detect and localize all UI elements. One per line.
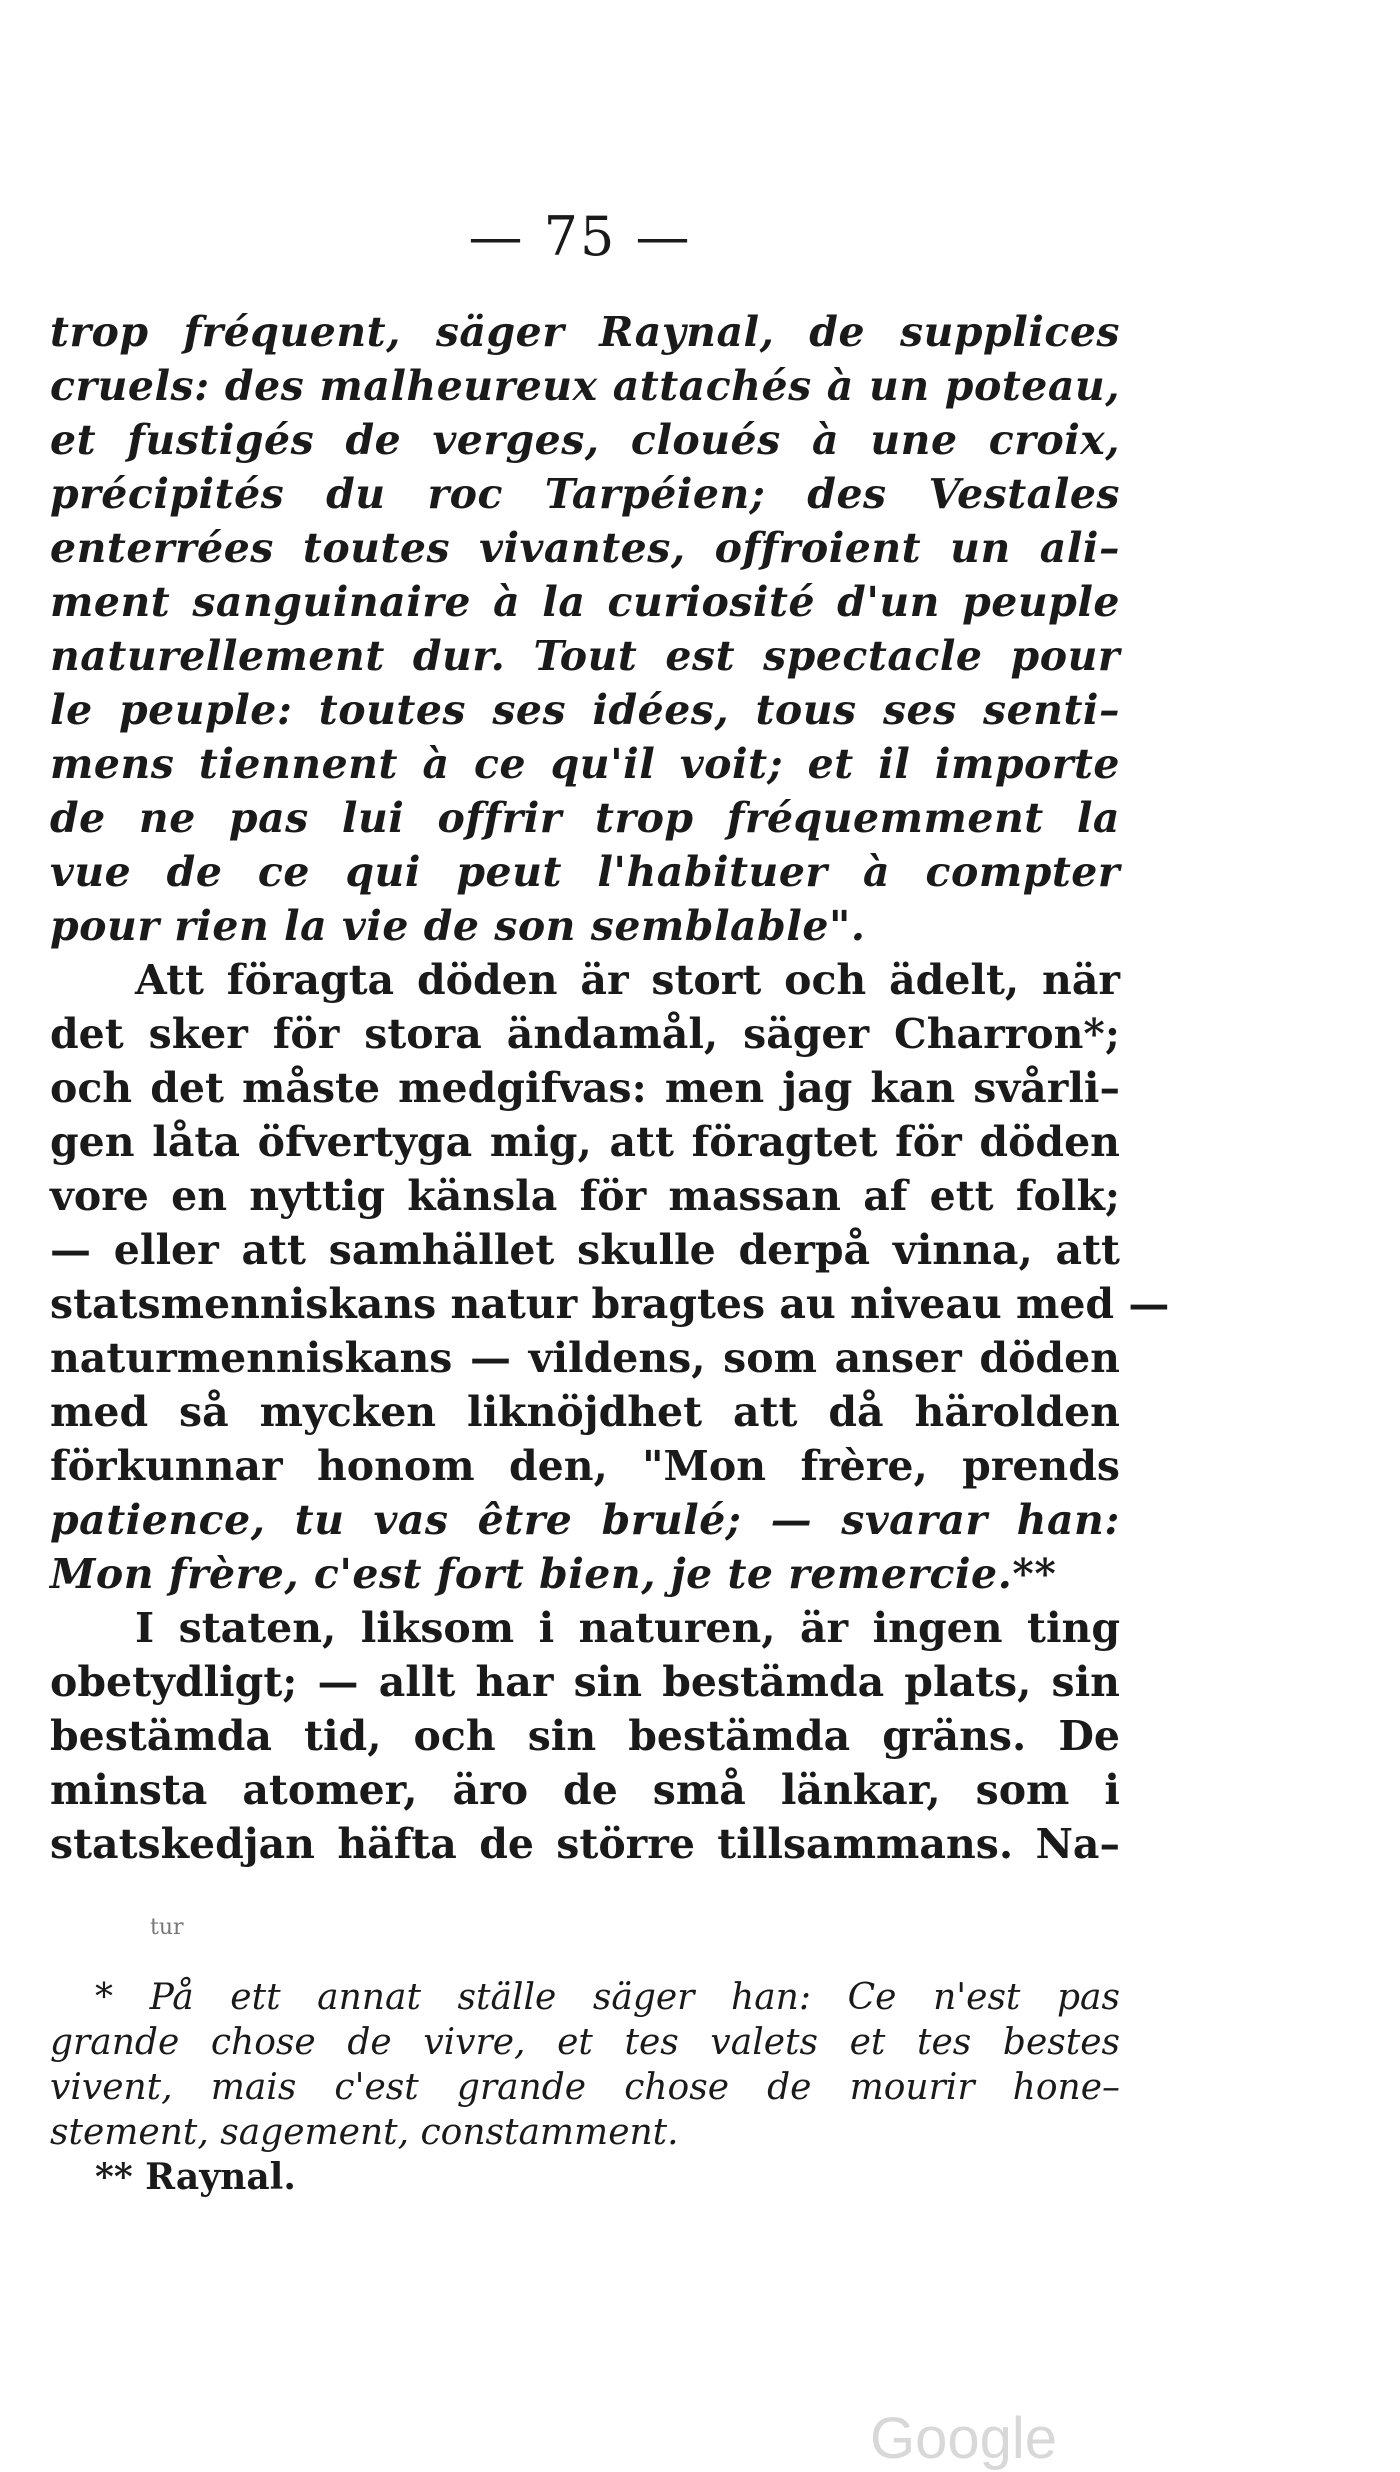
text-line: pour rien la vie de son semblable". (50, 902, 866, 950)
text-line: vore en nyttig känsla för massan af ett folk; (50, 1172, 1120, 1220)
text-line: ment sanguinaire à la curiosité d'un peuple (50, 578, 1120, 626)
text-line: Mon frère, c'est fort bien, je te remercie.** (50, 1550, 1057, 1598)
footnote-line: vivent, mais c'est grande chose de mourir hone– (50, 2067, 1120, 2108)
text-line: förkunnar honom den, "Mon frère, prends (50, 1442, 1120, 1490)
text-line: et fustigés de verges, cloués à une croix, (50, 416, 1120, 464)
text-line: — eller att samhället skulle derpå vinna, att (50, 1226, 1120, 1274)
text-line: mens tiennent à ce qu'il voit; et il importe (50, 740, 1120, 788)
watermark-text: Google (870, 2406, 1058, 2471)
footnote-line: * På ett annat ställe säger han: Ce n'est pas (95, 1977, 1120, 2018)
text-line: enterrées toutes vivantes, offroient un ali– (50, 524, 1120, 572)
text-line: patience, tu vas être brulé; — svarar han: (50, 1496, 1120, 1544)
catchword: tur (150, 1915, 184, 1940)
text-line: le peuple: toutes ses idées, tous ses senti– (50, 686, 1120, 734)
text-line: vue de ce qui peut l'habituer à compter (50, 848, 1120, 896)
text-line: obetydligt; — allt har sin bestämda plats, sin (50, 1658, 1120, 1706)
text-line: med så mycken liknöjdhet att då härolden (50, 1388, 1120, 1436)
text-line: naturmenniskans — vildens, som anser döden (50, 1334, 1120, 1382)
text-line: I staten, liksom i naturen, är ingen ting (135, 1604, 1120, 1652)
text-line: cruels: des malheureux attachés à un poteau, (50, 362, 1120, 410)
text-line: bestämda tid, och sin bestämda gräns. De (50, 1712, 1120, 1760)
footnote-line: grande chose de vivre, et tes valets et tes bestes (50, 2022, 1120, 2063)
body-text (50, 305, 1170, 1871)
footnote-line: stement, sagement, constamment. (50, 2112, 679, 2153)
footnotes (50, 1975, 1120, 2200)
text-line: naturellement dur. Tout est spectacle pour (50, 632, 1120, 680)
text-line: de ne pas lui offrir trop fréquemment la (50, 794, 1120, 842)
footnote-line: ** Raynal. (95, 2156, 296, 2198)
text-line: Att föragta döden är stort och ädelt, när (135, 956, 1120, 1004)
text-line: statsmenniskans natur bragtes au niveau med — (50, 1280, 1170, 1328)
text-line: précipités du roc Tarpéien; des Vestales (50, 470, 1120, 518)
text-line: det sker för stora ändamål, säger Charron*; (50, 1010, 1120, 1058)
text-line: gen låta öfvertyga mig, att föragtet för döden (50, 1118, 1120, 1166)
page-number: — 75 — (468, 205, 692, 268)
text-line: statskedjan häfta de större tillsammans. Na– (50, 1820, 1120, 1868)
text-line: trop fréquent, säger Raynal, de supplices (50, 308, 1120, 356)
text-line: och det måste medgifvas: men jag kan svårli– (50, 1064, 1120, 1112)
text-line: minsta atomer, äro de små länkar, som i (50, 1766, 1120, 1814)
